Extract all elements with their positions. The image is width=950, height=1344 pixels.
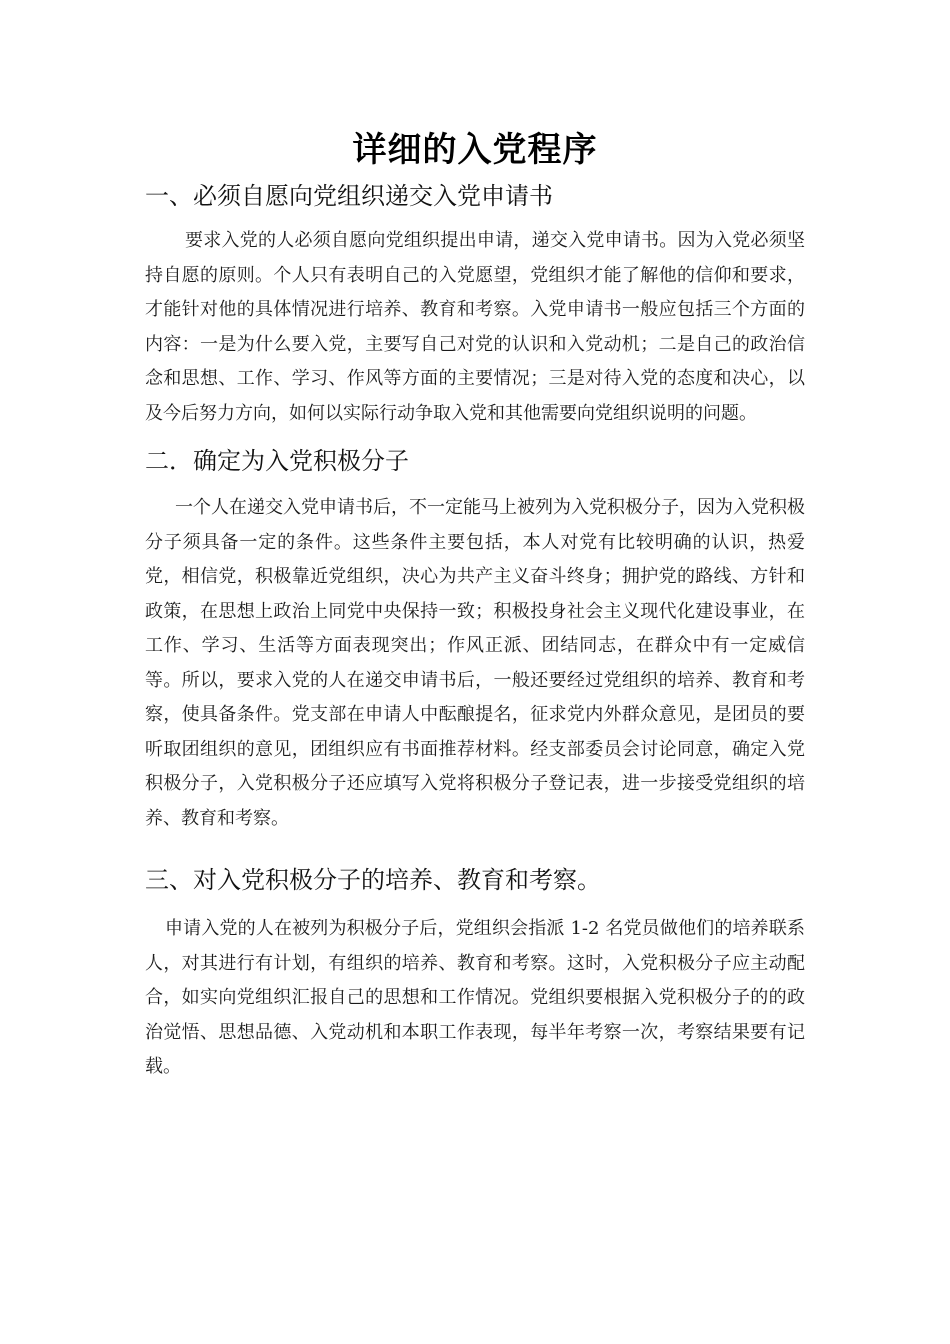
section-paragraph-3: 申请入党的人在被列为积极分子后，党组织会指派 1-2 名党员做他们的培养联系人，对其进行有计划，有组织的培养、教育和考察。这时，入党积极分子应主动配合，如实向党组织汇报自己的思想和工作情况。党组织要根据入党积极分子的的政治觉悟、思想品德、入党动机和本职工作表现，每半年考察一次，考察结果要有记载。: [145, 918, 805, 1077]
section-paragraph-1: 要求入党的人必须自愿向党组织提出申请，递交入党申请书。因为入党必须坚持自愿的原则。个人只有表明自己的入党愿望，党组织才能了解他的信仰和要求，才能针对他的具体情况进行培养、教育和考察。入党申请书一般应包括三个方面的内容：一是为什么要入党，主要写自己对党的认识和入党动机；二是自己的政治信念和思想、工作、学习、作风等方面的主要情况；三是对待入党的态度和决心，以及今后努力方向，如何以实际行动争取入党和其他需要向党组织说明的问题。: [145, 230, 805, 424]
document-title: 详细的入党程序: [352, 130, 598, 170]
section-heading-3: 三、对入党积极分子的培养、教育和考察。: [145, 866, 601, 894]
section-paragraph-2: 一个人在递交入党申请书后，不一定能马上被列为入党积极分子，因为入党积极分子须具备一定的条件。这些条件主要包括，本人对党有比较明确的认识，热爱党，相信党，积极靠近党组织，决心为共产主义奋斗终身；拥护党的路线、方针和政策，在思想上政治上同党中央保持一致；积极投身社会主义现代化建设事业，在工作、学习、生活等方面表现突出；作风正派、团结同志，在群众中有一定威信等。所以，要求入党的人在递交申请书后，一般还要经过党组织的培养、教育和考察，使具备条件。党支部在申请人中酝酿提名，征求党内外群众意见，是团员的要听取团组织的意见，团组织应有书面推荐材料。经支部委员会讨论同意，确定入党积极分子，入党积极分子还应填写入党将积极分子登记表，进一步接受党组织的培养、教育和考察。: [145, 497, 805, 829]
section-heading-2: 二．确定为入党积极分子: [145, 447, 409, 475]
section-heading-1: 一、必须自愿向党组织递交入党申请书: [145, 182, 553, 210]
